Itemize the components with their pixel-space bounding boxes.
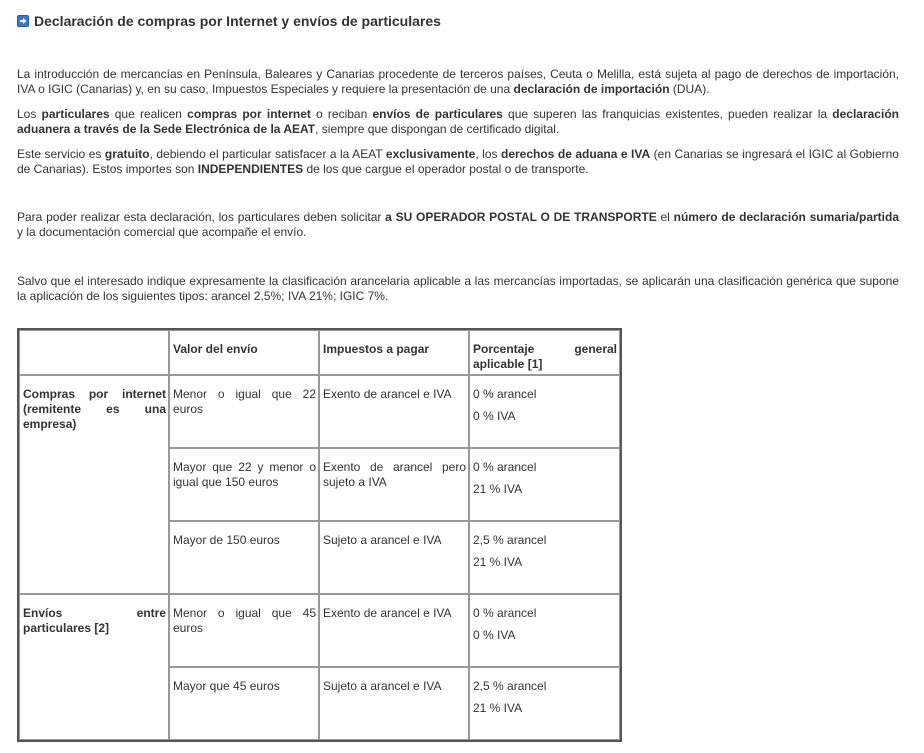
- impuestos-cell: Exento de arancel pero sujeto a IVA: [319, 448, 469, 521]
- valor-cell: Mayor de 150 euros: [169, 521, 319, 594]
- impuestos-cell: Exento de arancel e IVA: [319, 594, 469, 667]
- private-declaration-paragraph: Los particulares que realicen compras por internet o reciban envíos de particulares que superen las franquicias existentes, pueden realizar la declaración aduanera a través de la Sede Electrónica de la AEAT, siempre que dispongan de certificado digital.: [17, 107, 899, 136]
- header-empty-cell: [19, 330, 169, 375]
- page-title: Declaración de compras por Internet y envíos de particulares: [34, 13, 441, 29]
- porcentaje-cell: 0 % arancel 0 % IVA: [469, 594, 620, 667]
- porcentaje-cell: 0 % arancel 0 % IVA: [469, 375, 620, 448]
- title-row: [17, 12, 441, 30]
- header-porcentaje: Porcentaje general aplicable [1]: [469, 330, 620, 375]
- impuestos-cell: Sujeto a arancel e IVA: [319, 521, 469, 594]
- impuestos-cell: Exento de arancel e IVA: [319, 375, 469, 448]
- valor-cell: Mayor que 45 euros: [169, 667, 319, 740]
- porcentaje-cell: 0 % arancel 21 % IVA: [469, 448, 620, 521]
- porcentaje-cell: 2,5 % arancel 21 % IVA: [469, 521, 620, 594]
- free-service-paragraph: Este servicio es gratuito, debiendo el particular satisfacer a la AEAT exclusivamente, los derechos de aduana e IVA (en Canarias se ingresará el IGIC al Gobierno de Canarias). Estos importes son INDEPENDIENTES de los que cargue el operador postal o de transporte.: [17, 147, 899, 176]
- table-row: [19, 594, 620, 667]
- request-info-paragraph: Para poder realizar esta declaración, los particulares deben solicitar a SU OPERADOR POSTAL O DE TRANSPORTE el número de declaración sumaria/partida y la documentación comercial que acompañe el envío.: [17, 210, 900, 239]
- intro-paragraph: La introducción de mercancías en Península, Baleares y Canarias procedente de terceros países, Ceuta o Melilla, está sujeta al pago de derechos de importación, IVA o IGIC (Canarias) y, en su caso, Impuestos Especiales y requiere la presentación de una declaración de importación (DUA).: [17, 67, 899, 96]
- tariff-table: [17, 328, 622, 742]
- table-row: [19, 375, 620, 448]
- category-cell: Compras por internet (remitente es una empresa): [19, 375, 169, 594]
- header-valor: Valor del envío: [169, 330, 319, 375]
- category-cell: Envíos entre particulares [2]: [19, 594, 169, 740]
- impuestos-cell: Sujeto a arancel e IVA: [319, 667, 469, 740]
- classification-paragraph: Salvo que el interesado indique expresamente la clasificación arancelaria aplicable a las mercancías importadas, se aplicarán una clasificación genérica que supone la aplicación de los siguientes tipos: arancel 2,5%; IVA 21%; IGIC 7%.: [17, 274, 899, 303]
- valor-cell: Mayor que 22 y menor o igual que 150 euros: [169, 448, 319, 521]
- porcentaje-cell: 2,5 % arancel 21 % IVA: [469, 667, 620, 740]
- arrow-right-icon: [17, 15, 29, 27]
- table-header-row: [19, 330, 620, 375]
- header-impuestos: Impuestos a pagar: [319, 330, 469, 375]
- valor-cell: Menor o igual que 22 euros: [169, 375, 319, 448]
- valor-cell: Menor o igual que 45 euros: [169, 594, 319, 667]
